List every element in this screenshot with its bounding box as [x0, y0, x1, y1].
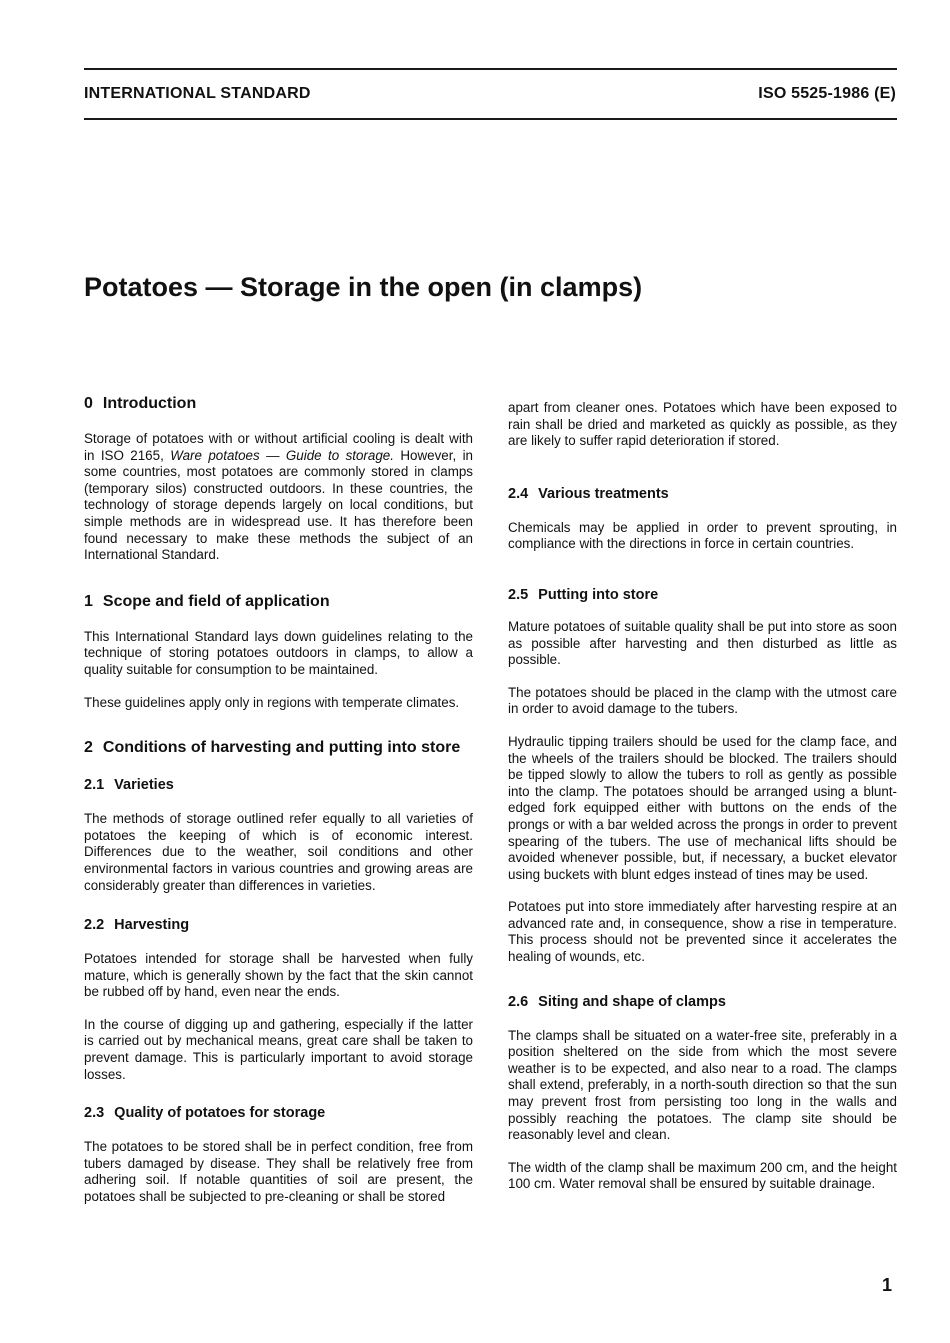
- putting-paragraph-1: Mature potatoes of suitable quality shall be put into store as soon as possible after harvesting and then disturbed as little as possible.: [508, 618, 897, 668]
- putting-paragraph-3: Hydraulic tipping trailers should be used for the clamp face, and the wheels of the trailers should be blocked. The trailers should be tipped slowly to allow the tubers to roll as gently as possible into the clamp. The potatoes should be arranged using a blunt-edged fork equipped either with buttons on the ends of the prongs or with a bar welded across the prongs in order to prevent spearing of the tubers. The use of mechanical lifts should be avoided whenever possible, but, if necessary, a bucket elevator using buckets with blunt edges instead of tines may be used.: [508, 733, 897, 882]
- header-bottom-rule: [84, 118, 897, 120]
- section-heading-siting: 2.6 Siting and shape of clamps: [508, 993, 726, 1010]
- header-standard-type: INTERNATIONAL STANDARD: [84, 85, 311, 102]
- header-document-number: ISO 5525-1986 (E): [758, 85, 896, 102]
- harvesting-paragraph-2: In the course of digging up and gathering, especially if the latter is carried out by mechanical means, great care shall be taken to prevent damage. This is particularly important to avoid storage losses.: [84, 1016, 473, 1082]
- section-heading-varieties: 2.1 Varieties: [84, 777, 174, 794]
- page-number: 1: [881, 1275, 892, 1295]
- scope-paragraph-1: This International Standard lays down guidelines relating to the technique of storing potatoes outdoors in clamps, to allow a quality suitable for consumption to be maintained.: [84, 628, 473, 677]
- quality-paragraph: The potatoes to be stored shall be in perfect condition, free from tubers damaged by disease. They shall be relatively free from adhering soil. If notable quantities of soil are present, the potatoes shall be subjected to pre-cleaning or shall be stored: [84, 1139, 473, 1205]
- siting-paragraph-2: The width of the clamp shall be maximum 200 cm, and the height 100 cm. Water removal shall be ensured by suitable drainage.: [508, 1159, 897, 1192]
- varieties-paragraph: The methods of storage outlined refer equally to all varieties of potatoes the keeping of which is of economic interest. Differences due to the weather, soil conditions and other environmental factors in various countries and growing areas are considerably greater than differences in varieties.: [84, 811, 473, 893]
- section-heading-introduction: 0 Introduction: [84, 395, 197, 412]
- introduction-paragraph: Storage of potatoes with or without artificial cooling is dealt with in ISO 2165, Ware potatoes — Guide to storage. However, in some countries, most potatoes are commonly stored in clamps (temporary silos) constructed outdoors. In these countries, the technology of storage depends largely on local conditions, but simple methods are in widespread use. It has therefore been found necessary to make these methods the subject of an International Standard.: [84, 431, 473, 563]
- document-title: Potatoes — Storage in the open (in clamps): [84, 272, 643, 302]
- right-column: [508, 400, 897, 1193]
- section-heading-putting-into-store: 2.5 Putting into store: [508, 586, 659, 603]
- quality-paragraph-continued: apart from cleaner ones. Potatoes which have been exposed to rain shall be dried and marketed as quickly as possible, as they are likely to suffer rapid deterioration if stored.: [508, 400, 897, 449]
- scope-paragraph-2: These guidelines apply only in regions with temperate climates.: [84, 694, 460, 710]
- putting-paragraph-4: Potatoes put into store immediately after harvesting respire at an advanced rate and, in consequence, show a rise in temperature. This process should not be prevented since it accelerates the healing of wounds, etc.: [508, 899, 897, 965]
- left-column: [84, 393, 473, 1206]
- section-heading-conditions: 2 Conditions of harvesting and putting into store: [84, 739, 461, 757]
- header-top-rule: [84, 68, 897, 70]
- harvesting-paragraph-1: Potatoes intended for storage shall be harvested when fully mature, which is generally shown by the fact that the skin cannot be rubbed off by hand, even near the ends.: [84, 951, 473, 1000]
- section-heading-scope: 1 Scope and field of application: [84, 592, 330, 610]
- section-heading-quality: 2.3 Quality of potatoes for storage: [84, 1105, 326, 1122]
- putting-paragraph-2: The potatoes should be placed in the clamp with the utmost care in order to avoid damage to the tubers.: [508, 684, 897, 717]
- treatments-paragraph: Chemicals may be applied in order to prevent sprouting, in compliance with the directions in force in certain countries.: [508, 519, 897, 552]
- section-heading-harvesting: 2.2 Harvesting: [84, 917, 190, 934]
- section-heading-treatments: 2.4 Various treatments: [508, 485, 669, 502]
- siting-paragraph-1: The clamps shall be situated on a water-free site, preferably in a position sheltered on the side from which the most severe weather is to be expected, and also near to a road. The clamps shall extend, preferably, in a north-south direction so that the sun may prevent frost from persisting too long in the walls and possibly reaching the potatoes. The clamp site should be reasonably level and clean.: [508, 1027, 897, 1143]
